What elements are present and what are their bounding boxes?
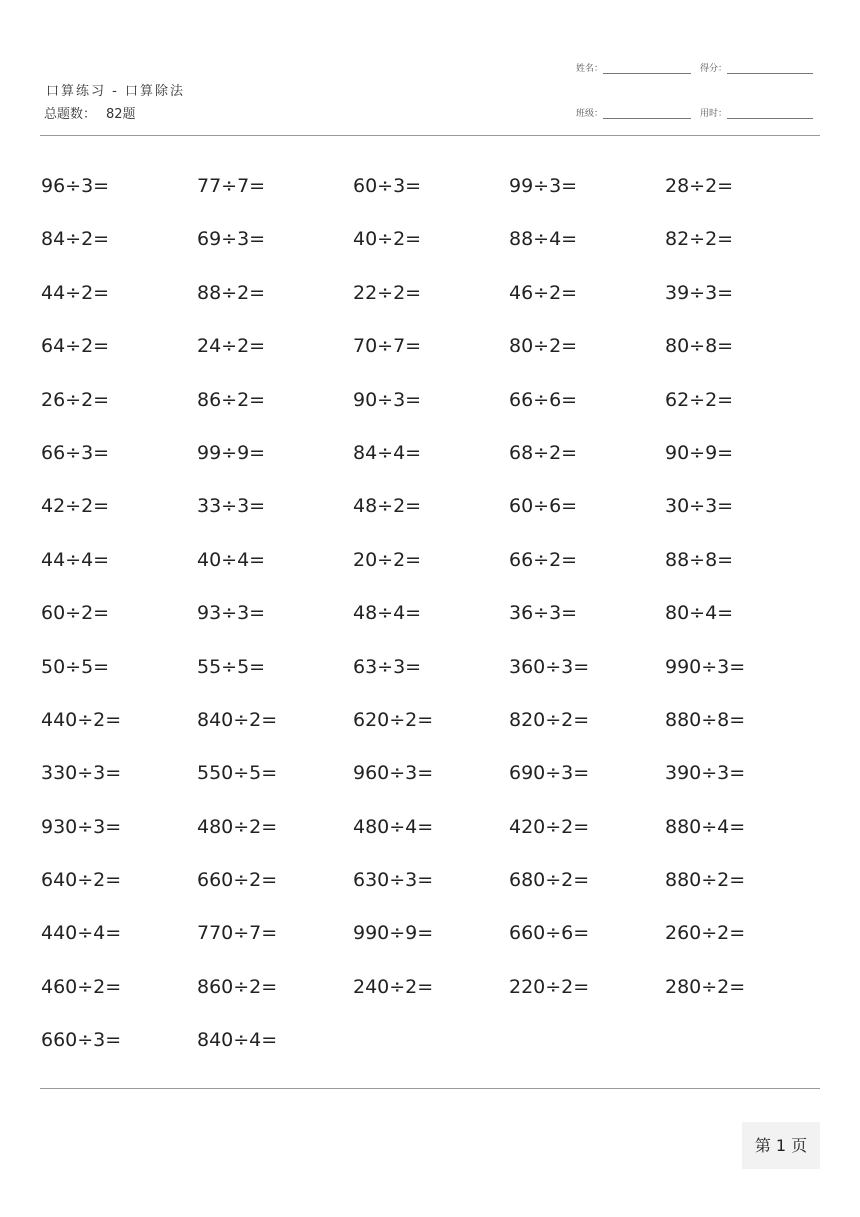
problem-item: 42÷2= bbox=[41, 495, 110, 518]
problem-item: 88÷4= bbox=[509, 228, 578, 251]
score-blank-line bbox=[727, 63, 813, 74]
problem-item: 88÷2= bbox=[197, 281, 266, 304]
problem-item: 68÷2= bbox=[509, 441, 578, 464]
problem-item: 77÷7= bbox=[197, 175, 266, 197]
score-label: 得分： bbox=[700, 64, 728, 74]
problem-item: 40÷2= bbox=[353, 228, 422, 251]
problem-item: 60÷3= bbox=[353, 175, 422, 197]
problem-item: 69÷3= bbox=[197, 228, 266, 251]
problem-item: 40÷4= bbox=[197, 548, 266, 571]
problem-item: 840÷2= bbox=[197, 708, 278, 731]
problem-grid bbox=[41, 160, 821, 1068]
problem-item: 660÷2= bbox=[197, 869, 278, 892]
problem-item: 620÷2= bbox=[353, 708, 434, 731]
problem-item: 44÷2= bbox=[41, 281, 110, 304]
problem-item: 93÷3= bbox=[197, 602, 266, 625]
problem-item: 60÷2= bbox=[41, 602, 110, 625]
worksheet-header bbox=[40, 0, 820, 136]
problem-item: 88÷8= bbox=[665, 548, 734, 571]
problem-item: 990÷3= bbox=[665, 655, 746, 678]
problem-item: 39÷3= bbox=[665, 281, 734, 304]
problem-item: 90÷9= bbox=[665, 441, 734, 464]
header-divider bbox=[40, 135, 820, 136]
problem-item: 550÷5= bbox=[197, 762, 278, 785]
problem-item: 46÷2= bbox=[509, 281, 578, 304]
problem-item: 80÷4= bbox=[665, 602, 734, 625]
problem-item: 66÷6= bbox=[509, 388, 578, 411]
problem-item: 440÷2= bbox=[41, 708, 122, 731]
problem-item: 90÷3= bbox=[353, 388, 422, 411]
problem-item: 680÷2= bbox=[509, 869, 590, 892]
problem-item: 280÷2= bbox=[665, 975, 746, 998]
problem-item: 50÷5= bbox=[41, 655, 110, 678]
problem-item: 99÷3= bbox=[509, 175, 578, 197]
problem-item: 20÷2= bbox=[353, 548, 422, 571]
problem-item: 240÷2= bbox=[353, 975, 434, 998]
problem-item: 440÷4= bbox=[41, 922, 122, 945]
problem-item: 63÷3= bbox=[353, 655, 422, 678]
problem-item: 30÷3= bbox=[665, 495, 734, 518]
problem-item: 930÷3= bbox=[41, 815, 122, 838]
footer-divider bbox=[40, 1088, 820, 1089]
name-field bbox=[576, 61, 691, 74]
total-count-label: 总题数： bbox=[44, 107, 97, 122]
problem-item: 66÷2= bbox=[509, 548, 578, 571]
problem-item: 66÷3= bbox=[41, 441, 110, 464]
problem-item: 48÷4= bbox=[353, 602, 422, 625]
problem-item: 660÷6= bbox=[509, 922, 590, 945]
problem-item: 360÷3= bbox=[509, 655, 590, 678]
problem-item: 880÷2= bbox=[665, 869, 746, 892]
problem-item: 48÷2= bbox=[353, 495, 422, 518]
problem-item: 82÷2= bbox=[665, 228, 734, 251]
worksheet-title: 口算练习 - 口算除法 bbox=[46, 84, 185, 99]
problem-item: 64÷2= bbox=[41, 335, 110, 358]
score-field bbox=[700, 61, 813, 74]
problem-item: 480÷2= bbox=[197, 815, 278, 838]
problem-item: 460÷2= bbox=[41, 975, 122, 998]
time-label: 用时： bbox=[700, 109, 728, 119]
problem-item: 640÷2= bbox=[41, 869, 122, 892]
problem-item: 840÷4= bbox=[197, 1029, 278, 1052]
problem-item: 960÷3= bbox=[353, 762, 434, 785]
problem-item: 84÷4= bbox=[353, 441, 422, 464]
total-count bbox=[44, 103, 136, 122]
total-count-value: 82题 bbox=[106, 107, 136, 122]
problem-item: 860÷2= bbox=[197, 975, 278, 998]
problem-item: 55÷5= bbox=[197, 655, 266, 678]
problem-item: 820÷2= bbox=[509, 708, 590, 731]
problem-item: 60÷6= bbox=[509, 495, 578, 518]
problem-item: 22÷2= bbox=[353, 281, 422, 304]
problem-item: 390÷3= bbox=[665, 762, 746, 785]
problem-item: 80÷2= bbox=[509, 335, 578, 358]
class-label: 班级： bbox=[576, 109, 604, 119]
problem-item: 330÷3= bbox=[41, 762, 122, 785]
problem-item: 99÷9= bbox=[197, 441, 266, 464]
problem-item: 990÷9= bbox=[353, 922, 434, 945]
time-blank-line bbox=[727, 108, 813, 119]
problem-item: 260÷2= bbox=[665, 922, 746, 945]
problem-item: 24÷2= bbox=[197, 335, 266, 358]
name-blank-line bbox=[603, 63, 691, 74]
class-field bbox=[576, 106, 691, 119]
problem-item: 70÷7= bbox=[353, 335, 422, 358]
problem-item: 96÷3= bbox=[41, 175, 110, 197]
problem-item: 770÷7= bbox=[197, 922, 278, 945]
problem-item: 630÷3= bbox=[353, 869, 434, 892]
name-label: 姓名： bbox=[576, 64, 604, 74]
problem-item: 86÷2= bbox=[197, 388, 266, 411]
problem-item: 690÷3= bbox=[509, 762, 590, 785]
problem-item: 880÷4= bbox=[665, 815, 746, 838]
problem-item: 84÷2= bbox=[41, 228, 110, 251]
problem-item: 28÷2= bbox=[665, 175, 734, 197]
problem-item: 33÷3= bbox=[197, 495, 266, 518]
problem-item: 80÷8= bbox=[665, 335, 734, 358]
problem-item: 880÷8= bbox=[665, 708, 746, 731]
problem-item: 62÷2= bbox=[665, 388, 734, 411]
problem-item: 660÷3= bbox=[41, 1029, 122, 1052]
problem-item: 480÷4= bbox=[353, 815, 434, 838]
time-field bbox=[700, 106, 813, 119]
problem-item: 26÷2= bbox=[41, 388, 110, 411]
page-number: 第 1 页 bbox=[742, 1122, 820, 1169]
problem-item: 44÷4= bbox=[41, 548, 110, 571]
problem-item: 420÷2= bbox=[509, 815, 590, 838]
problem-item: 36÷3= bbox=[509, 602, 578, 625]
problem-item: 220÷2= bbox=[509, 975, 590, 998]
class-blank-line bbox=[603, 108, 691, 119]
